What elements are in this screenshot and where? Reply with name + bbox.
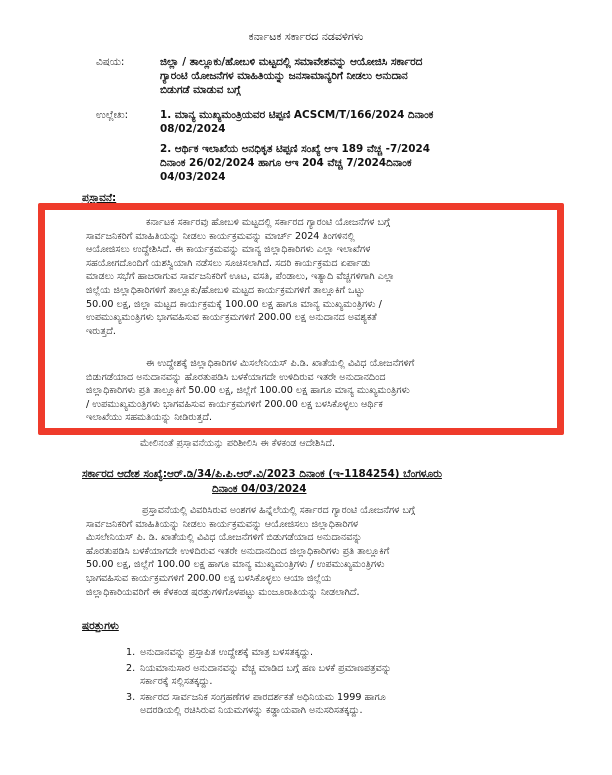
condition-item (126, 691, 546, 718)
paragraph-line: ಆಯೋಜಿಸಲು ಉದ್ದೇಶಿಸಿದೆ. ಈ ಕಾರ್ಯಕ್ರಮವನ್ನು ಮಾನ್ಯ ಜಿಲ್ಲಾಧಿಕಾರಿಗಳು ಎಲ್ಲಾ ಇಲಾಖೆಗಳ (86, 244, 371, 256)
paragraph-line: ಈ ಉದ್ದೇಶಕ್ಕೆ ಜಿಲ್ಲಾಧಿಕಾರಿಗಳ ಮಿಸಲೇನಿಯಸ್ ಪಿ.ಡಿ. ಖಾತೆಯಲ್ಲಿ ವಿವಿಧ ಯೋಜನೆಗಳಿಗೆ (146, 358, 415, 369)
paragraph-line: ಭಾಗವಹಿಸುವ ಕಾರ್ಯಕ್ರಮಗಳಿಗೆ 200.00 ಲಕ್ಷ ಬಳಸಿಕೊಳ್ಳಲು ಆಯಾ ಜಿಲ್ಲೆಯ (86, 572, 332, 584)
condition-text: ಅನುದಾನವನ್ನು ಪ್ರಸ್ತಾಪಿತ ಉದ್ದೇಶಕ್ಕೆ ಮಾತ್ರ ಬಳಸತಕ್ಕದ್ದು. (140, 647, 314, 658)
conditions-list (126, 646, 546, 720)
condition-item (126, 646, 546, 660)
paragraph-line: 50.00 ಲಕ್ಷ, ಜಿಲ್ಲೆಗೆ 100.00 ಲಕ್ಷ ಹಾಗೂ ಮಾನ್ಯ ಮುಖ್ಯಮಂತ್ರಿಗಳು / ಉಪಮುಖ್ಯಮಂತ್ರಿಗಳು (86, 559, 385, 571)
order-number-line: ಸರ್ಕಾರದ ಆದೇಶ ಸಂಖ್ಯೆ:ಆರ್.ಡಿ/34/ಪಿ.ಪಿ.ಆರ್.ವಿ/2023 ದಿನಾಂಕ (ಇ-1184254) ಬೆಂಗಳೂರು (82, 468, 442, 480)
subject-text (160, 55, 546, 97)
subject-row (96, 55, 546, 97)
reference-line: 2. ಆರ್ಥಿಕ ಇಲಾಖೆಯ ಅನಧಿಕೃತ ಟಿಪ್ಪಣಿ ಸಂಖ್ಯೆ ಆಇ 189 ವೆಚ್ಚ -7/2024 (160, 143, 430, 155)
paragraph-line: ಇರುತ್ತದೆ. (86, 325, 116, 337)
reference-line: ದಿನಾಂಕ 26/02/2024 ಹಾಗೂ ಆಇ 204 ವೆಚ್ಚ 7/2024ದಿನಾಂಕ (160, 157, 412, 169)
order-body (86, 504, 526, 599)
reference-line: 1. ಮಾನ್ಯ ಮುಖ್ಯಮಂತ್ರಿಯವರ ಟಿಪ್ಪಣಿ ACSCM/T/166/2024 ದಿನಾಂಕ (160, 109, 434, 121)
paragraph-line: ಉಪಮುಖ್ಯಮಂತ್ರಿಗಳು ಭಾಗವಹಿಸುವ ಕಾರ್ಯಕ್ರಮಗಳಿಗೆ 200.00 ಲಕ್ಷ ಅನುದಾನದ ಅವಶ್ಯಕತೆ (86, 312, 377, 324)
condition-item (126, 662, 546, 689)
document-header-title: ಕರ್ನಾಟಕ ಸರ್ಕಾರದ ನಡವಳಿಗಳು (248, 30, 364, 43)
paragraph-line: ಜಿಲ್ಲಾಧಿಕಾರಿಗಳು ಪ್ರತಿ ತಾಲ್ಲೂಕಿಗೆ 50.00 ಲಕ್ಷ, ಜಿಲ್ಲೆಗೆ 100.00 ಲಕ್ಷ ಹಾಗೂ ಮಾನ್ಯ ಮುಖ್ಯಮಂತ್ರಿಗಳು (86, 385, 410, 397)
reference-line: 04/03/2024 (160, 171, 226, 183)
subject-line: ಜಿಲ್ಲಾ / ತಾಲ್ಲೂಕು/ಹೋಬಳಿ ಮಟ್ಟದಲ್ಲಿ ಸಮಾವೇಶವನ್ನು ಆಯೋಜಿಸಿ ಸರ್ಕಾರದ (160, 56, 423, 68)
paragraph-line: ಜಿಲ್ಲಾಧಿಕಾರಿಯವರಿಗೆ ಈ ಕೆಳಕಂಡ ಷರತ್ತುಗಳಿಗೊಳಪಟ್ಟು ಮಂಜೂರಾತಿಯನ್ನು ನೀಡಲಾಗಿದೆ. (86, 586, 360, 598)
reference-label: ಉಲ್ಲೇಖ: (96, 109, 129, 121)
subject-line: ಬಿಡುಗಡೆ ಮಾಡುವ ಬಗ್ಗೆ (160, 84, 241, 96)
paragraph-line: ಸಾರ್ವಜನಿಕರಿಗೆ ಮಾಹಿತಿಯನ್ನು ನೀಡಲು ಕಾರ್ಯಕ್ರಮವನ್ನು ಮಾರ್ಚ್ 2024 ತಿಂಗಳಿನಲ್ಲಿ (86, 230, 355, 242)
subject-line: ಗ್ಯಾರಂಟಿ ಯೋಜನೆಗಳ ಮಾಹಿತಿಯನ್ನು ಜನಸಾಮಾನ್ಯರಿಗೆ ನೀಡಲು ಅನುದಾನ (160, 70, 408, 82)
order-date-line: ದಿನಾಂಕ 04/03/2024 (212, 483, 307, 495)
condition-text: ನಿಯಮಾನುಸಾರ ಅನುದಾನವನ್ನು ವೆಚ್ಚ ಮಾಡಿದ ಬಗ್ಗೆ ಹಣ ಬಳಕೆ ಪ್ರಮಾಣಪತ್ರವನ್ನು (140, 662, 392, 674)
order-heading (82, 467, 542, 497)
paragraph-line: ಕರ್ನಾಟಕ ಸರ್ಕಾರವು ಹೋಬಳಿ ಮಟ್ಟದಲ್ಲಿ ಸರ್ಕಾರದ ಗ್ಯಾರಂಟಿ ಯೋಜನೆಗಳ ಬಗ್ಗೆ (146, 217, 391, 228)
conditions-heading: ಷರತ್ತುಗಳು (82, 620, 119, 632)
highlight-annotation-box (38, 203, 564, 435)
cutoff-line-text: ಮೇಲಿನಂತೆ ಪ್ರಸ್ತಾವನೆಯನ್ನು ಪರಿಶೀಲಿಸಿ ಈ ಕೆಳಕಂಡ ಆದೇಶಿಸಿದೆ. (140, 438, 336, 448)
preamble-heading: ಪ್ರಸ್ತಾವನೆ: (82, 192, 117, 204)
condition-number: 3. (126, 691, 136, 703)
paragraph-line: ಬಿಡುಗಡೆಯಾದ ಅನುದಾನವನ್ನು ಹೊರತುಪಡಿಸಿ ಬಳಕೆಯಾಗದೇ ಉಳಿದಿರುವ ಇತರೇ ಅನುದಾನದಿಂದ (86, 371, 386, 383)
reference-item-1 (160, 108, 546, 136)
paragraph-line: ಮಾಡಲು ಸಭೆಗೆ ಹಾಜರಾಗುವ ಸಾರ್ವಜನಿಕರಿಗೆ ಊಟ, ವಸತಿ, ಪೆಂಡಾಲು, ಇತ್ಯಾದಿ ವೆಚ್ಚಗಳಿಗಾಗಿ ಎಲ್ಲಾ (86, 271, 395, 283)
partially-hidden-line (140, 438, 480, 448)
paragraph-line: 50.00 ಲಕ್ಷ, ಜಿಲ್ಲಾ ಮಟ್ಟದ ಕಾರ್ಯಕ್ರಮಕ್ಕೆ 100.00 ಲಕ್ಷ ಹಾಗೂ ಮಾನ್ಯ ಮುಖ್ಯಮಂತ್ರಿಗಳು / (86, 298, 382, 310)
reference-row-2 (96, 142, 546, 184)
paragraph-line: ಸಹಯೋಗದೊಂದಿಗೆ ಯಶಸ್ವಿಯಾಗಿ ನಡೆಸಲು ಸೂಚಿಸಲಾಗಿದೆ. ಸದರಿ ಕಾರ್ಯಕ್ರಮದ ಏರ್ಪಾಡು (86, 257, 371, 269)
reference-item-2 (160, 142, 546, 184)
paragraph-line: ಇಲಾಖೆಯು ಸಹಮತಿಯನ್ನು ನೀಡಿರುತ್ತದೆ. (86, 412, 213, 424)
condition-text: ಅದರಡಿಯಲ್ಲಿ ರಚಿಸಿರುವ ನಿಯಮಗಳನ್ನು ಕಡ್ಡಾಯವಾಗಿ ಅನುಸರಿಸತಕ್ಕದ್ದು. (140, 705, 363, 717)
paragraph-line: ಮಿಸಲೇನಿಯಸ್ ಪಿ. ಡಿ. ಖಾತೆಯಲ್ಲಿ ವಿವಿಧ ಯೋಜನೆಗಳಿಗೆ ಬಿಡುಗಡೆಯಾದ ಅನುದಾನವನ್ನು (86, 532, 363, 544)
paragraph-line: ಹೊರತುಪಡಿಸಿ ಬಳಕೆಯಾಗದೇ ಉಳಿದಿರುವ ಇತರೇ ಅನುದಾನದಿಂದ ಜಿಲ್ಲಾಧಿಕಾರಿಗಳು ಪ್ರತಿ ತಾಲ್ಲೂಕಿಗೆ (86, 545, 390, 557)
paragraph-line: / ಉಪಮುಖ್ಯಮಂತ್ರಿಗಳು ಭಾಗವಹಿಸುವ ಕಾರ್ಯಕ್ರಮಗಳಿಗೆ 200.00 ಲಕ್ಷ ಬಳಸಿಕೊಳ್ಳಲು ಆರ್ಥಿಕ (86, 398, 383, 410)
condition-text: ಸರ್ಕಾರದ ಸಾರ್ವಜನಿಕ ಸಂಗ್ರಹಣೆಗಳ ಪಾರದರ್ಶಕತೆ ಅಧಿನಿಯಮ 1999 ಹಾಗೂ (140, 691, 386, 703)
paragraph-line: ಸಾರ್ವಜನಿಕರಿಗೆ ಮಾಹಿತಿಯನ್ನು ನೀಡಲು ಕಾರ್ಯಕ್ರಮವನ್ನು ಆಯೋಜಿಸಲು ಜಿಲ್ಲಾಧಿಕಾರಿಗಳ (86, 518, 359, 530)
condition-number: 1. (126, 647, 136, 658)
subject-label: ವಿಷಯ: (96, 56, 125, 68)
paragraph-line: ಪ್ರಸ್ತಾವನೆಯಲ್ಲಿ ವಿವರಿಸಿರುವ ಅಂಶಗಳ ಹಿನ್ನೆಲೆಯಲ್ಲಿ ಸರ್ಕಾರದ ಗ್ಯಾರಂಟಿ ಯೋಜನೆಗಳ ಬಗ್ಗೆ (142, 505, 416, 516)
reference-line: 08/02/2024 (160, 123, 226, 135)
condition-number: 2. (126, 662, 136, 674)
condition-text: ಸರ್ಕಾರಕ್ಕೆ ಸಲ್ಲಿಸತಕ್ಕದ್ದು. (140, 676, 213, 688)
reference-row (96, 108, 546, 136)
paragraph-line: ಜಿಲ್ಲೆಯ ಜಿಲ್ಲಾಧಿಕಾರಿಗಳಿಗೆ ತಾಲ್ಲೂಕು/ಹೋಬಳಿ ಮಟ್ಟದ ಕಾರ್ಯಕ್ರಮಗಳಿಗೆ ತಾಲ್ಲೂಕಿಗೆ ಒಟ್ಟು (86, 284, 365, 296)
